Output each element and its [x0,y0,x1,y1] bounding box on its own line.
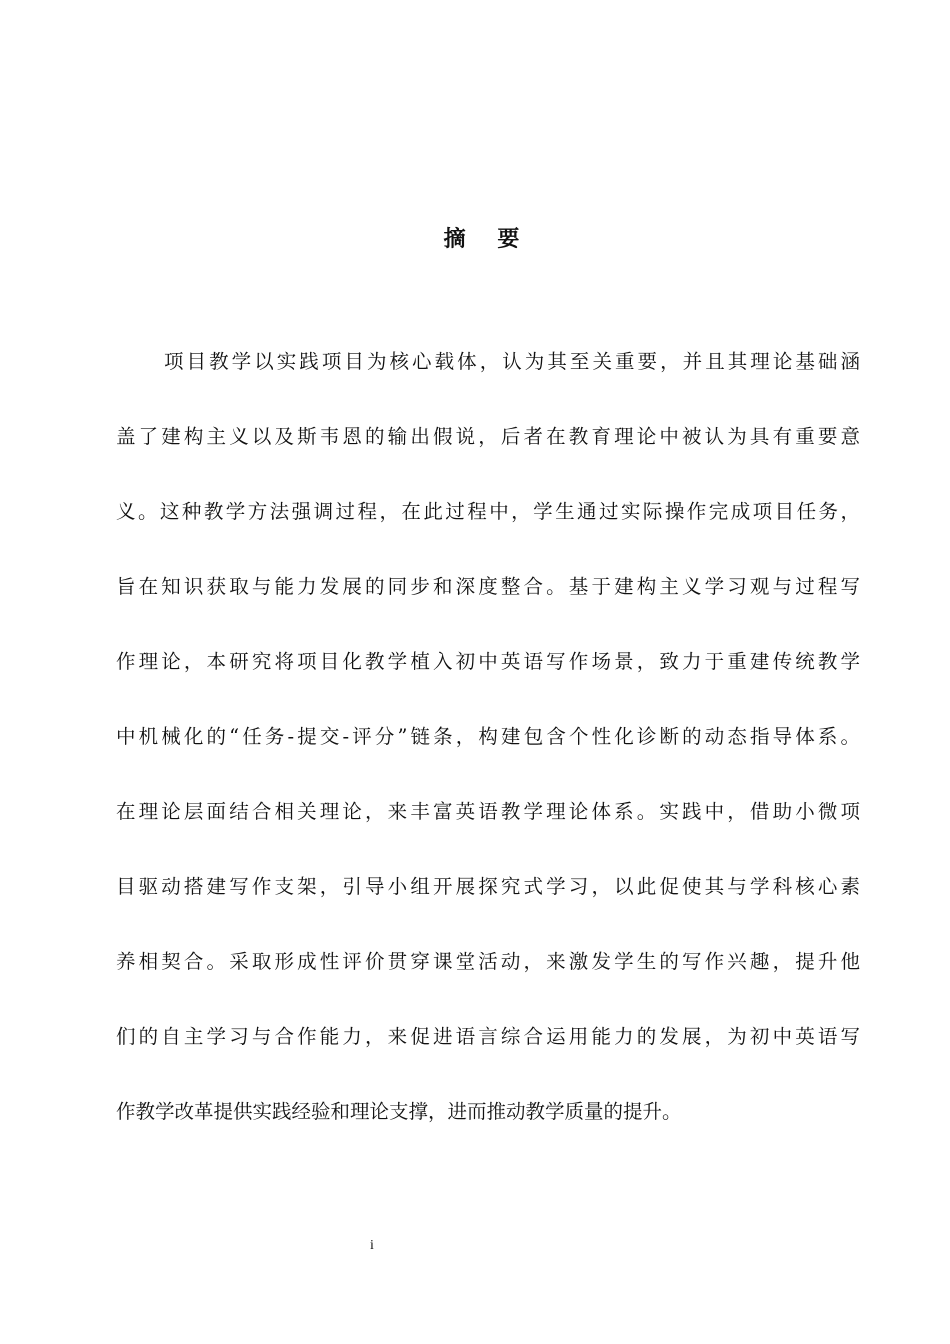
abstract-line: 盖了建构主义以及斯韦恩的输出假说，后者在教育理论中被认为具有重要意 [116,425,860,448]
abstract-line: 们的自主学习与合作能力，来促进语言综合运用能力的发展，为初中英语写 [116,1025,860,1048]
abstract-line: 作理论，本研究将项目化教学植入初中英语写作场景，致力于重建传统教学 [116,650,860,673]
abstract-line: 义。这种教学方法强调过程，在此过程中，学生通过实际操作完成项目任务， [116,500,860,523]
abstract-line: 作教学改革提供实践经验和理论支撑，进而推动教学质量的提升。 [116,1100,682,1123]
abstract-body [116,344,860,1169]
abstract-line: 旨在知识获取与能力发展的同步和深度整合。基于建构主义学习观与过程写 [116,575,860,598]
abstract-line: 养相契合。采取形成性评价贯穿课堂活动，来激发学生的写作兴趣，提升他 [116,950,860,973]
abstract-line: 项目教学以实践项目为核心载体，认为其至关重要，并且其理论基础涵 [164,350,860,373]
page-number: i [370,1238,374,1253]
abstract-line: 在理论层面结合相关理论，来丰富英语教学理论体系。实践中，借助小微项 [116,800,860,823]
abstract-line: 目驱动搭建写作支架，引导小组开展探究式学习，以此促使其与学科核心素 [116,875,860,898]
abstract-line: 中机械化的“任务-提交-评分”链条，构建包含个性化诊断的动态指导体系。 [116,725,860,748]
abstract-title: 摘 要 [443,227,532,252]
